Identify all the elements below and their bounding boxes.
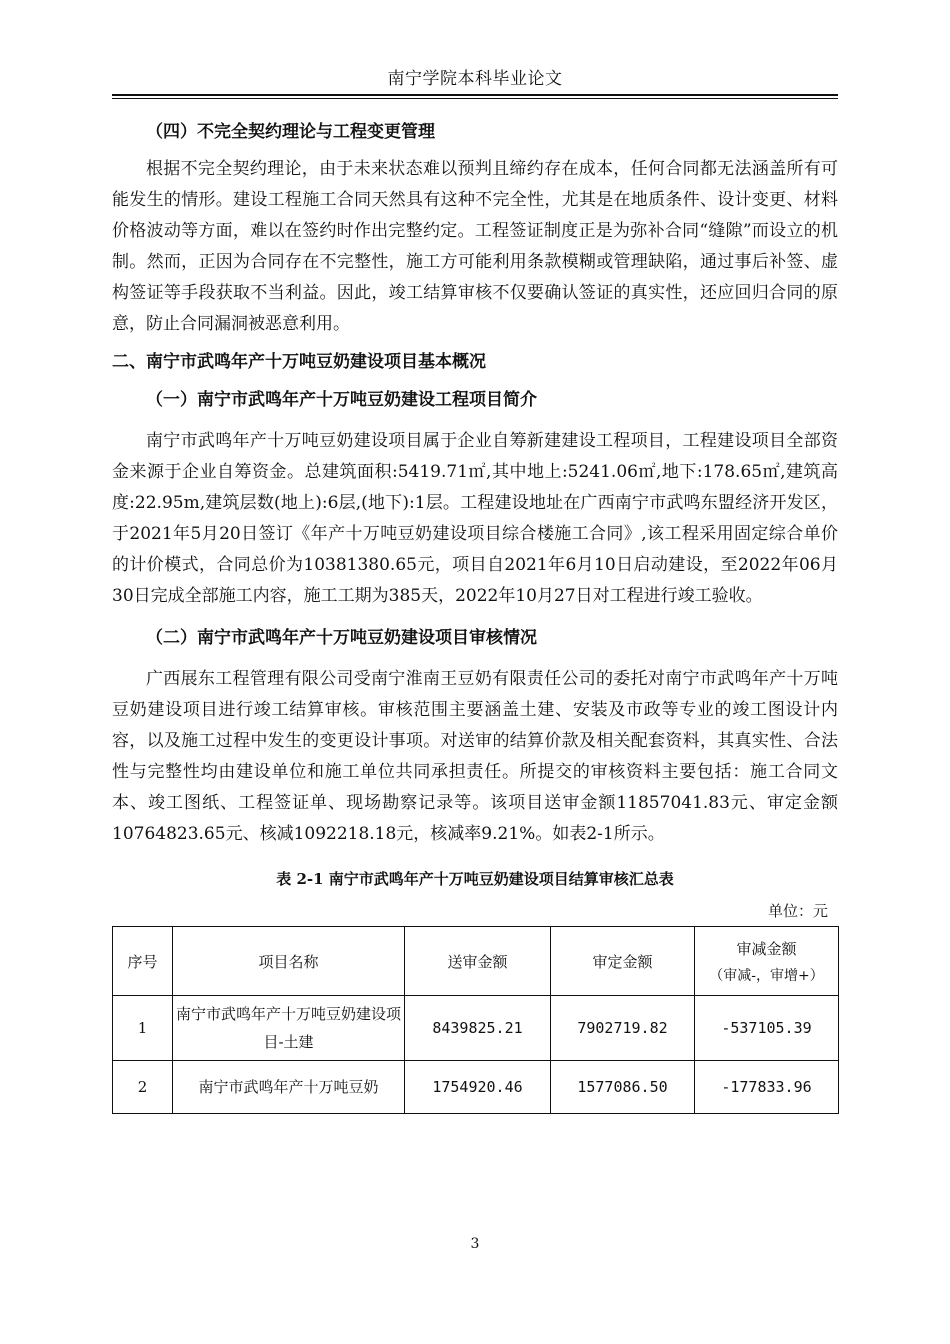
header-seq: 序号 xyxy=(113,927,173,996)
header-rule-thin xyxy=(112,98,838,99)
audit-summary-table xyxy=(112,926,839,1114)
chapter-2-heading: 二、南宁市武鸣年产十万吨豆奶建设项目基本概况 xyxy=(112,352,486,372)
section-2-1-heading: （一）南宁市武鸣年产十万吨豆奶建设工程项目简介 xyxy=(146,390,537,410)
section-2-1-paragraph: 南宁市武鸣年产十万吨豆奶建设项目属于企业自筹新建建设工程项目，工程建设项目全部资金来源于企业自筹资金。总建筑面积:5419.71㎡,其中地上:5241.06㎡,地下:178.65㎡,建筑高度:22.95m,建筑层数(地上):6层,(地下):1层。工程建设地址在广西南宁市武鸣东盟经济开发区，于2021年5月20日签订《年产十万吨豆奶建设项目综合楼施工合同》,该工程采用固定综合单价的计价模式，合同总价为10381380.65元，项目自2021年6月10日启动建设，至2022年06月30日完成全部施工内容，施工工期为385天，2022年10月27日对工程进行竣工验收。 xyxy=(112,431,838,606)
header-name: 项目名称 xyxy=(173,927,405,996)
section-2-2-paragraph: 广西展东工程管理有限公司受南宁淮南王豆奶有限责任公司的委托对南宁市武鸣年产十万吨豆奶建设项目进行竣工结算审核。审核范围主要涵盖土建、安装及市政等专业的竣工图设计内容，以及施工过程中发生的变更设计事项。对送审的结算价款及相关配套资料，其真实性、合法性与完整性均由建设单位和施工单位共同承担责任。所提交的审核资料主要包括：施工合同文本、竣工图纸、工程签证单、现场勘察记录等。该项目送审金额11857041.83元、审定金额10764823.65元、核减1092218.18元，核减率9.21%。如表2-1所示。 xyxy=(112,669,838,844)
row-reduction-amount: -177833.96 xyxy=(695,1061,839,1114)
row-approved-amount: 1577086.50 xyxy=(551,1061,695,1114)
row-submitted-amount: 1754920.46 xyxy=(405,1061,551,1114)
row-project-name: 南宁市武鸣年产十万吨豆奶 xyxy=(173,1061,405,1114)
header-reduction-label: 审减金额 xyxy=(736,939,797,958)
row-approved-amount: 7902719.82 xyxy=(551,996,695,1061)
header-reduction-note: （审减-，审增+） xyxy=(709,967,824,984)
table-row xyxy=(113,1061,839,1114)
row-reduction-amount: -537105.39 xyxy=(695,996,839,1061)
header-rule-thick xyxy=(112,94,838,96)
table-header-row xyxy=(113,927,839,996)
header-submitted: 送审金额 xyxy=(405,927,551,996)
row-seq: 2 xyxy=(113,1061,173,1114)
header-reduction xyxy=(695,927,839,996)
table-row xyxy=(113,996,839,1061)
header-approved: 审定金额 xyxy=(551,927,695,996)
page-number: 3 xyxy=(470,1236,480,1252)
table-caption: 表 2-1 南宁市武鸣年产十万吨豆奶建设项目结算审核汇总表 xyxy=(276,870,674,888)
section-2-2-heading: （二）南宁市武鸣年产十万吨豆奶建设项目审核情况 xyxy=(146,628,537,648)
row-project-name: 南宁市武鸣年产十万吨豆奶建设项目-土建 xyxy=(173,996,405,1061)
page-body xyxy=(112,116,838,1114)
row-submitted-amount: 8439825.21 xyxy=(405,996,551,1061)
table-unit: 单位：元 xyxy=(767,902,828,920)
running-header-title: 南宁学院本科毕业论文 xyxy=(387,69,563,89)
section-4-paragraph: 根据不完全契约理论，由于未来状态难以预判且缔约存在成本，任何合同都无法涵盖所有可能发生的情形。建设工程施工合同天然具有这种不完全性，尤其是在地质条件、设计变更、材料价格波动等方面，难以在签约时作出完整约定。工程签证制度正是为弥补合同“缝隙”而设立的机制。然而，正因为合同存在不完整性，施工方可能利用条款模糊或管理缺陷，通过事后补签、虚构签证等手段获取不当利益。因此，竣工结算审核不仅要确认签证的真实性，还应回归合同的原意，防止合同漏洞被恶意利用。 xyxy=(112,159,838,334)
section-heading-4: （四）不完全契约理论与工程变更管理 xyxy=(146,122,435,142)
row-seq: 1 xyxy=(113,996,173,1061)
